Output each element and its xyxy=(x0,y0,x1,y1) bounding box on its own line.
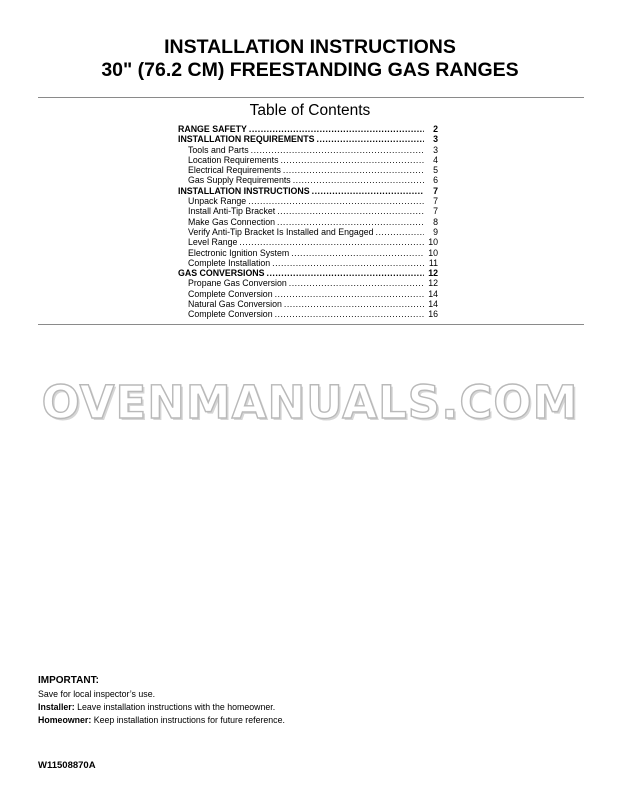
toc-entry-label: INSTALLATION INSTRUCTIONS xyxy=(178,185,310,196)
toc-entry-label: Unpack Range xyxy=(188,196,247,207)
toc-entry-page: 12 xyxy=(428,278,438,289)
toc-entry-label: Electronic Ignition System xyxy=(188,247,290,258)
installer-note xyxy=(38,701,285,714)
toc-leader-dots xyxy=(251,145,424,155)
toc-entry-label: INSTALLATION REQUIREMENTS xyxy=(178,134,315,145)
watermark: OVENMANUALS.COM xyxy=(41,376,579,429)
bottom-divider xyxy=(38,324,584,325)
toc-entry xyxy=(178,248,438,258)
toc-entry-label: Level Range xyxy=(188,237,238,248)
toc-entry-page: 3 xyxy=(433,134,438,145)
toc-entry-page: 7 xyxy=(433,196,438,207)
installer-text: Leave installation instructions with the homeowner. xyxy=(74,702,276,712)
toc-entry-page: 9 xyxy=(433,226,438,237)
toc-entry xyxy=(178,206,438,216)
toc-entry-page: 14 xyxy=(428,288,438,299)
toc-entry xyxy=(178,134,438,144)
toc-entry xyxy=(178,289,438,299)
toc-heading: Table of Contents xyxy=(249,102,371,119)
homeowner-note xyxy=(38,714,285,727)
toc-entry-page: 10 xyxy=(428,247,438,258)
toc-entry xyxy=(178,165,438,175)
toc-leader-dots xyxy=(293,175,424,185)
toc-entry-label: Location Requirements xyxy=(188,154,279,165)
toc-entry-label: RANGE SAFETY xyxy=(178,124,247,134)
toc-entry-page: 5 xyxy=(433,165,438,176)
toc-entry-label: Complete Conversion xyxy=(188,288,273,299)
toc-leader-dots xyxy=(248,196,424,206)
toc-leader-dots xyxy=(280,155,424,165)
toc-leader-dots xyxy=(284,299,424,309)
toc-entry-label: Natural Gas Conversion xyxy=(188,299,282,310)
document-title-line-1: INSTALLATION INSTRUCTIONS xyxy=(164,36,456,58)
toc-entry xyxy=(178,299,438,309)
table-of-contents xyxy=(178,124,438,320)
toc-leader-dots xyxy=(277,217,424,227)
toc-entry xyxy=(178,227,438,237)
toc-leader-dots xyxy=(289,278,424,288)
toc-entry xyxy=(178,186,438,196)
toc-leader-dots xyxy=(376,227,425,237)
toc-leader-dots xyxy=(312,186,424,196)
important-notice xyxy=(38,674,285,727)
toc-entry xyxy=(178,155,438,165)
toc-entry xyxy=(178,278,438,288)
toc-entry-label: Verify Anti-Tip Bracket Is Installed and Engaged xyxy=(188,226,374,237)
document-title-line-2: 30" (76.2 CM) FREESTANDING GAS RANGES xyxy=(101,59,519,81)
toc-entry xyxy=(178,268,438,278)
toc-leader-dots xyxy=(272,258,424,268)
toc-leader-dots xyxy=(249,124,424,134)
toc-entry-label: Gas Supply Requirements xyxy=(188,175,291,186)
toc-entry-page: 14 xyxy=(428,299,438,310)
toc-entry-page: 8 xyxy=(433,216,438,227)
toc-entry xyxy=(178,258,438,268)
toc-entry-page: 7 xyxy=(433,185,438,196)
toc-entry-page: 2 xyxy=(433,124,438,134)
toc-leader-dots xyxy=(275,289,424,299)
toc-entry xyxy=(178,175,438,185)
toc-leader-dots xyxy=(267,268,424,278)
toc-entry-label: Complete Conversion xyxy=(188,309,273,320)
toc-leader-dots xyxy=(283,165,424,175)
toc-entry-label: GAS CONVERSIONS xyxy=(178,268,265,279)
toc-entry-page: 7 xyxy=(433,206,438,217)
inspector-note: Save for local inspector’s use. xyxy=(38,689,156,699)
toc-entry xyxy=(178,217,438,227)
important-heading: IMPORTANT: xyxy=(38,675,99,686)
toc-entry-page: 6 xyxy=(433,175,438,186)
toc-entry-label: Propane Gas Conversion xyxy=(188,278,287,289)
toc-entry xyxy=(178,145,438,155)
toc-entry xyxy=(178,124,438,134)
toc-entry-page: 16 xyxy=(428,309,438,320)
document-number: W11508870A xyxy=(38,760,96,771)
top-divider xyxy=(38,97,584,98)
homeowner-text: Keep installation instructions for future reference. xyxy=(91,715,285,725)
toc-entry xyxy=(178,196,438,206)
toc-leader-dots xyxy=(277,206,424,216)
homeowner-label: Homeowner: xyxy=(38,715,92,725)
toc-entry-page: 4 xyxy=(433,154,438,165)
toc-entry-page: 11 xyxy=(428,257,438,268)
toc-leader-dots xyxy=(275,309,424,319)
toc-entry-label: Make Gas Connection xyxy=(188,216,276,227)
installer-label: Installer: xyxy=(38,702,75,712)
toc-entry-label: Tools and Parts xyxy=(188,144,249,155)
toc-entry-page: 3 xyxy=(433,144,438,155)
toc-leader-dots xyxy=(317,134,424,144)
toc-leader-dots xyxy=(291,248,424,258)
toc-entry-label: Electrical Requirements xyxy=(188,165,281,176)
toc-entry xyxy=(178,237,438,247)
toc-entry-page: 10 xyxy=(428,237,438,248)
toc-entry-page: 12 xyxy=(428,268,438,279)
toc-entry-label: Install Anti-Tip Bracket xyxy=(188,206,276,217)
toc-leader-dots xyxy=(239,237,424,247)
toc-entry-label: Complete Installation xyxy=(188,257,271,268)
toc-entry xyxy=(178,309,438,319)
